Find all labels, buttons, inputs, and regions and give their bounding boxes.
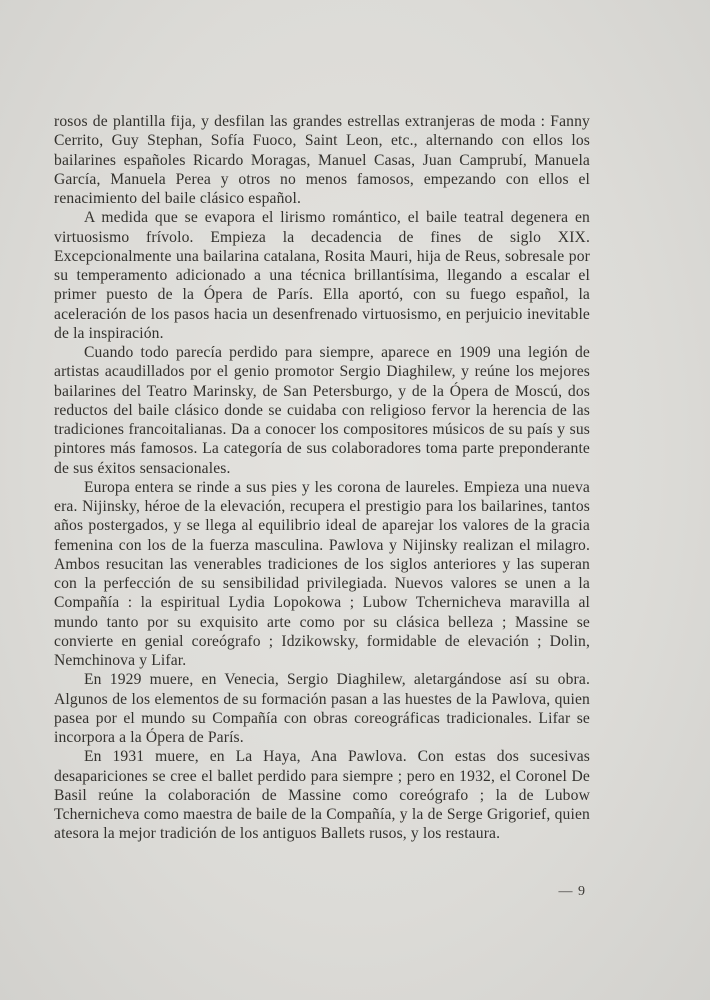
paragraph: A medida que se evapora el lirismo romántico, el baile teatral degenera en virtuosismo frívolo. Empieza la decadencia de fines de siglo XIX. Excepcionalmente una bailarina catalana, Rosita Mauri, hija de Reus, sobresale por su temperamento adicionado a una técnica brillantísima, llegando a escalar el primer puesto de la Ópera de París. Ella aportó, con su fuego español, la aceleración de los pasos hacia un desenfrenado virtuosismo, en perjuicio inevitable de la inspiración.: [54, 209, 590, 342]
paragraph: En 1929 muere, en Venecia, Sergio Diaghilew, aletargándose así su obra. Algunos de los elementos de su formación pasan a las huestes de la Pawlova, quien pasea por el mundo su Compañía con obras coreográficas tradicionales. Lifar se incorpora a la Ópera de París.: [54, 671, 590, 746]
paragraph: En 1931 muere, en La Haya, Ana Pawlova. Con estas dos sucesivas desapariciones se cree el ballet perdido para siempre ; pero en 1932, el Coronel De Basil reúne la colaboración de Massine como coreógrafo ; la de Lubow Tchernicheva como maestra de baile de la Compañía, y la de Serge Grigorief, quien atesora la mejor tradición de los antiguos Ballets rusos, y los restaura.: [54, 748, 590, 843]
paragraph: Europa entera se rinde a sus pies y les corona de laureles. Empieza una nueva era. Nijinsky, héroe de la elevación, recupera el prestigio para los bailarines, tantos años postergados, y se llega al equilibrio ideal de aparejar los valores de la gracia femenina con los de la fuerza masculina. Pawlova y Nijinsky realizan el milagro. Ambos resucitan las venerables tradiciones de los siglos anteriores y las superan con la perfección de su sensibilidad privilegiada. Nuevos valores se unen a la Compañía : la espiritual Lydia Lopokowa ; Lubow Tchernicheva maravilla al mundo tanto por su exquisito arte como por su clásica belleza ; Massine se convierte en genial coreógrafo ; Idzikowsky, formidable de elevación ; Dolin, Nemchinova y Lifar.: [54, 478, 590, 669]
body-text: [54, 112, 590, 844]
paragraph: rosos de plantilla fija, y desfilan las grandes estrellas extranjeras de moda : Fanny Cerrito, Guy Stephan, Sofía Fuoco, Saint Leon, etc., alternando con ellos los bailarines españoles Ricardo Moragas, Manuel Casas, Juan Camprubí, Manuela García, Manuela Perea y otros no menos famosos, empezando con ellos el renacimiento del baile clásico español.: [54, 113, 590, 207]
page-number: — 9: [558, 884, 586, 899]
paragraph: Cuando todo parecía perdido para siempre, aparece en 1909 una legión de artistas acaudillados por el genio promotor Sergio Diaghilew, y reúne los mejores bailarines del Teatro Marinsky, de San Petersburgo, y de la Ópera de Moscú, dos reductos del baile clásico donde se cuidaba con religioso fervor la herencia de las tradiciones francoitalianas. Da a conocer los compositores músicos de su país y sus pintores más famosos. La categoría de sus colaboradores toma parte preponderante de sus éxitos sensacionales.: [54, 344, 590, 477]
